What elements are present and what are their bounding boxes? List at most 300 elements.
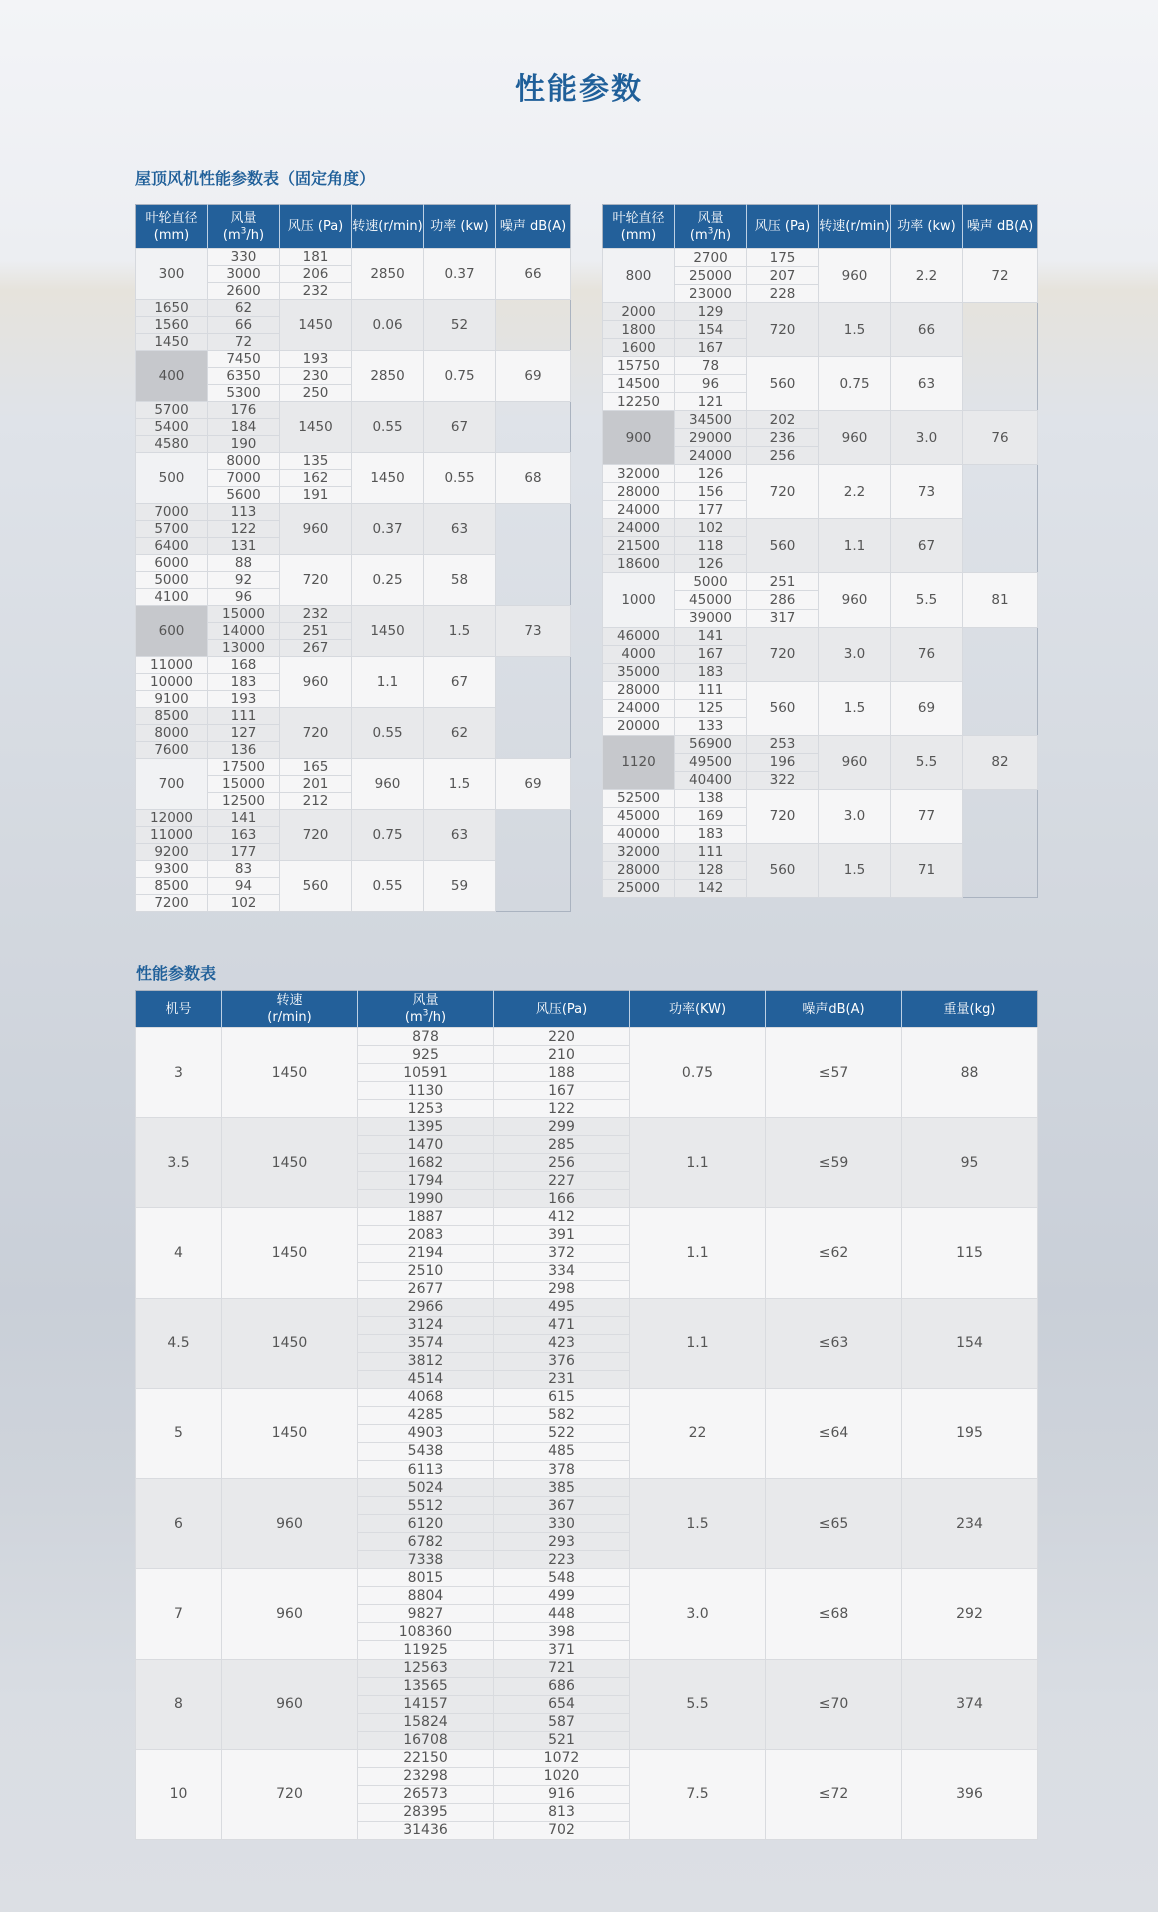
pressure-cell: 175 [747, 249, 819, 267]
flow-cell: 5512 [358, 1497, 494, 1515]
pressure-cell: 285 [494, 1136, 630, 1154]
pressure-cell: 167 [494, 1082, 630, 1100]
pressure-cell: 522 [494, 1424, 630, 1442]
flow-cell: 5000 [675, 573, 747, 591]
table-row [136, 1749, 1038, 1767]
flow-cell: 39000 [675, 609, 747, 627]
speed-cell: 720 [222, 1749, 358, 1839]
flow-cell: 5000 [136, 572, 208, 589]
power-cell: 0.55 [352, 861, 424, 912]
speed-group [136, 810, 571, 861]
flow-cell: 34500 [675, 411, 747, 429]
pressure-cell: 227 [494, 1172, 630, 1190]
speed-cell: 720 [747, 627, 819, 681]
pressure-cell: 141 [675, 627, 747, 645]
flow-cell: 1470 [358, 1136, 494, 1154]
pressure-cell: 167 [675, 339, 747, 357]
pressure-cell: 293 [494, 1533, 630, 1551]
flow-cell: 8804 [358, 1587, 494, 1605]
table-row [603, 627, 1038, 645]
flow-cell: 2700 [675, 249, 747, 267]
power-cell: 0.75 [424, 351, 496, 402]
flow-cell: 7600 [136, 742, 208, 759]
table3-title: 性能参数表 [136, 964, 217, 983]
pressure-cell: 92 [208, 572, 280, 589]
model-cell: 4 [136, 1208, 222, 1298]
flow-cell: 52500 [603, 789, 675, 807]
flow-cell: 26573 [358, 1785, 494, 1803]
pressure-cell: 228 [747, 285, 819, 303]
pressure-cell: 334 [494, 1262, 630, 1280]
speed-group [603, 843, 1038, 897]
flow-cell: 25000 [675, 267, 747, 285]
flow-cell: 12250 [603, 393, 675, 411]
header-speed: 转速(r/min) [819, 205, 891, 249]
speed-cell: 1450 [352, 606, 424, 657]
flow-cell: 4068 [358, 1388, 494, 1406]
table-row [136, 1388, 1038, 1406]
noise-cell: 63 [891, 357, 963, 411]
noise-cell: 69 [891, 681, 963, 735]
weight-cell: 292 [902, 1569, 1038, 1659]
pressure-cell: 66 [208, 317, 280, 334]
pressure-cell: 167 [675, 645, 747, 663]
pressure-cell: 587 [494, 1713, 630, 1731]
speed-cell: 560 [747, 681, 819, 735]
model-group [136, 1659, 1038, 1749]
flow-cell: 10000 [136, 674, 208, 691]
flow-cell: 6000 [136, 555, 208, 572]
table-row [603, 573, 1038, 591]
power-cell: 1.5 [819, 843, 891, 897]
pressure-cell: 131 [208, 538, 280, 555]
flow-cell: 1887 [358, 1208, 494, 1226]
table-row [136, 606, 571, 623]
flow-cell: 28395 [358, 1803, 494, 1821]
pressure-cell: 378 [494, 1461, 630, 1479]
noise-cell: 52 [424, 300, 496, 351]
speed-cell: 960 [280, 504, 352, 555]
speed-cell: 960 [222, 1569, 358, 1659]
header-power: 功率(KW) [630, 991, 766, 1028]
flow-cell: 56900 [675, 735, 747, 753]
speed-cell: 2850 [352, 351, 424, 402]
table-row [136, 555, 571, 572]
pressure-cell: 113 [208, 504, 280, 521]
flow-cell: 5400 [136, 419, 208, 436]
speed-group [603, 465, 1038, 519]
pressure-cell: 499 [494, 1587, 630, 1605]
pressure-cell: 102 [208, 895, 280, 912]
flow-cell: 5438 [358, 1442, 494, 1460]
diameter-cell: 300 [136, 249, 208, 300]
flow-cell: 3000 [208, 266, 280, 283]
flow-cell: 5024 [358, 1479, 494, 1497]
pressure-cell: 372 [494, 1244, 630, 1262]
pressure-cell: 96 [675, 375, 747, 393]
flow-cell: 12500 [208, 793, 280, 810]
speed-cell: 1450 [222, 1388, 358, 1478]
flow-cell: 8000 [208, 453, 280, 470]
pressure-cell: 471 [494, 1316, 630, 1334]
header-pressure: 风压 (Pa) [747, 205, 819, 249]
flow-cell: 12000 [136, 810, 208, 827]
model-group [136, 1749, 1038, 1839]
speed-cell: 1450 [222, 1028, 358, 1118]
noise-cell: ≤68 [766, 1569, 902, 1659]
header-pressure: 风压 (Pa) [280, 205, 352, 249]
flow-cell: 10591 [358, 1064, 494, 1082]
flow-cell: 9200 [136, 844, 208, 861]
pressure-cell: 330 [494, 1515, 630, 1533]
speed-group [136, 861, 571, 912]
flow-cell: 15824 [358, 1713, 494, 1731]
flow-cell: 1560 [136, 317, 208, 334]
pressure-cell: 177 [208, 844, 280, 861]
flow-cell: 15000 [208, 606, 280, 623]
flow-cell: 11000 [136, 657, 208, 674]
noise-cell: 77 [891, 789, 963, 843]
power-cell: 0.75 [352, 810, 424, 861]
pressure-cell: 251 [280, 623, 352, 640]
pressure-cell: 256 [494, 1154, 630, 1172]
flow-cell: 31436 [358, 1821, 494, 1839]
table-row [136, 1118, 1038, 1136]
table-row [603, 843, 1038, 861]
flow-cell: 24000 [603, 699, 675, 717]
pressure-cell: 188 [494, 1064, 630, 1082]
flow-cell: 4903 [358, 1424, 494, 1442]
flow-cell: 8500 [136, 878, 208, 895]
pressure-cell: 212 [280, 793, 352, 810]
pressure-cell: 166 [494, 1190, 630, 1208]
pressure-cell: 163 [208, 827, 280, 844]
table-row [603, 465, 1038, 483]
flow-cell: 2194 [358, 1244, 494, 1262]
header-flow: 风量 $(m^3/h)$ [208, 205, 280, 249]
power-cell: 1.1 [819, 519, 891, 573]
table-row [603, 519, 1038, 537]
diameter-cell: 800 [603, 249, 675, 303]
speed-group [603, 357, 1038, 411]
pressure-cell: 133 [675, 717, 747, 735]
speed-group [136, 657, 571, 708]
flow-cell: 878 [358, 1028, 494, 1046]
header-noise: 噪声 dB(A) [496, 205, 571, 249]
flow-cell: 5700 [136, 402, 208, 419]
speed-group [136, 402, 571, 453]
flow-cell: 11925 [358, 1641, 494, 1659]
noise-cell: 67 [424, 657, 496, 708]
power-cell: 0.06 [352, 300, 424, 351]
pressure-cell: 207 [747, 267, 819, 285]
power-cell: 0.37 [352, 504, 424, 555]
diameter-cell: 1000 [603, 573, 675, 627]
noise-cell: 69 [496, 759, 571, 810]
pressure-cell: 615 [494, 1388, 630, 1406]
pressure-cell: 111 [675, 681, 747, 699]
pressure-cell: 398 [494, 1623, 630, 1641]
flow-cell: 1130 [358, 1082, 494, 1100]
model-group [136, 1298, 1038, 1388]
pressure-cell: 232 [280, 283, 352, 300]
pressure-cell: 191 [280, 487, 352, 504]
pressure-cell: 72 [208, 334, 280, 351]
flow-cell: 2966 [358, 1298, 494, 1316]
model-cell: 10 [136, 1749, 222, 1839]
speed-cell: 960 [222, 1479, 358, 1569]
model-group [136, 1479, 1038, 1569]
noise-cell: 81 [963, 573, 1038, 627]
flow-cell: 9300 [136, 861, 208, 878]
pressure-cell: 122 [208, 521, 280, 538]
noise-cell: 69 [496, 351, 571, 402]
power-cell: 2.2 [819, 465, 891, 519]
flow-cell: 15750 [603, 357, 675, 375]
flow-cell: 1253 [358, 1100, 494, 1118]
model-cell: 3 [136, 1028, 222, 1118]
speed-cell: 560 [747, 843, 819, 897]
power-cell: 0.75 [819, 357, 891, 411]
table-row [136, 351, 571, 368]
speed-cell: 1450 [280, 300, 352, 351]
pressure-cell: 231 [494, 1370, 630, 1388]
pressure-cell: 156 [675, 483, 747, 501]
table-row [136, 249, 571, 266]
page-title: 性能参数 [515, 72, 643, 107]
flow-cell: 925 [358, 1046, 494, 1064]
speed-cell: 1450 [280, 402, 352, 453]
flow-cell: 1600 [603, 339, 675, 357]
power-cell: 5.5 [891, 573, 963, 627]
speed-group [603, 411, 1038, 465]
flow-cell: 8500 [136, 708, 208, 725]
flow-cell: 1450 [136, 334, 208, 351]
pressure-cell: 183 [675, 663, 747, 681]
model-group [136, 1569, 1038, 1659]
flow-cell: 6400 [136, 538, 208, 555]
flow-cell: 29000 [675, 429, 747, 447]
pressure-cell: 223 [494, 1551, 630, 1569]
table1-title: 屋顶风机性能参数表（固定角度） [135, 169, 376, 188]
power-cell: 1.5 [424, 759, 496, 810]
noise-cell: ≤63 [766, 1298, 902, 1388]
noise-cell: 63 [424, 504, 496, 555]
speed-group [603, 573, 1038, 627]
flow-cell: 14500 [603, 375, 675, 393]
pressure-cell: 256 [747, 447, 819, 465]
noise-cell: 72 [963, 249, 1038, 303]
power-cell: 7.5 [630, 1749, 766, 1839]
header-diameter: 叶轮直径 (mm) [603, 205, 675, 249]
header-noise: 噪声 dB(A) [963, 205, 1038, 249]
table-row [136, 1659, 1038, 1677]
power-cell: 1.5 [819, 681, 891, 735]
noise-cell: ≤65 [766, 1479, 902, 1569]
weight-cell: 195 [902, 1388, 1038, 1478]
pressure-cell: 96 [208, 589, 280, 606]
noise-cell: ≤64 [766, 1388, 902, 1478]
pressure-cell: 1020 [494, 1767, 630, 1785]
speed-cell: 720 [747, 465, 819, 519]
diameter-cell: 1120 [603, 735, 675, 789]
flow-cell: 15000 [208, 776, 280, 793]
pressure-cell: 391 [494, 1226, 630, 1244]
speed-group [603, 627, 1038, 681]
pressure-cell: 83 [208, 861, 280, 878]
flow-cell: 2677 [358, 1280, 494, 1298]
flow-cell: 28000 [603, 861, 675, 879]
diameter-cell: 500 [136, 453, 208, 504]
flow-cell: 45000 [675, 591, 747, 609]
flow-cell: 35000 [603, 663, 675, 681]
power-cell: 1.1 [630, 1208, 766, 1298]
pressure-cell: 125 [675, 699, 747, 717]
pressure-cell: 495 [494, 1298, 630, 1316]
header-speed: 转速(r/min) [352, 205, 424, 249]
pressure-cell: 376 [494, 1352, 630, 1370]
noise-cell: ≤62 [766, 1208, 902, 1298]
flow-cell: 20000 [603, 717, 675, 735]
table-row [136, 1028, 1038, 1046]
flow-cell: 18600 [603, 555, 675, 573]
noise-cell: ≤57 [766, 1028, 902, 1118]
diameter-cell: 600 [136, 606, 208, 657]
pressure-cell: 322 [747, 771, 819, 789]
flow-cell: 24000 [675, 447, 747, 465]
speed-group [603, 519, 1038, 573]
power-cell: 2.2 [891, 249, 963, 303]
table-row [136, 1208, 1038, 1226]
pressure-cell: 181 [280, 249, 352, 266]
speed-cell: 560 [280, 861, 352, 912]
flow-cell: 8015 [358, 1569, 494, 1587]
flow-cell: 23000 [675, 285, 747, 303]
speed-cell: 560 [747, 519, 819, 573]
pressure-cell: 102 [675, 519, 747, 537]
power-cell: 1.5 [819, 303, 891, 357]
power-cell: 5.5 [630, 1659, 766, 1749]
pressure-cell: 210 [494, 1046, 630, 1064]
pressure-cell: 299 [494, 1118, 630, 1136]
flow-cell: 49500 [675, 753, 747, 771]
diameter-cell: 900 [603, 411, 675, 465]
model-group [136, 1118, 1038, 1208]
table-row [136, 504, 571, 521]
weight-cell: 95 [902, 1118, 1038, 1208]
pressure-cell: 250 [280, 385, 352, 402]
pressure-cell: 177 [675, 501, 747, 519]
flow-cell: 28000 [603, 483, 675, 501]
flow-cell: 3124 [358, 1316, 494, 1334]
speed-cell: 1450 [222, 1208, 358, 1298]
pressure-cell: 385 [494, 1479, 630, 1497]
pressure-cell: 142 [675, 879, 747, 897]
power-cell: 0.37 [424, 249, 496, 300]
table-row [603, 411, 1038, 429]
pressure-cell: 94 [208, 878, 280, 895]
flow-cell: 6782 [358, 1533, 494, 1551]
model-group [136, 1388, 1038, 1478]
table-row [136, 708, 571, 725]
pressure-cell: 196 [747, 753, 819, 771]
pressure-cell: 183 [675, 825, 747, 843]
speed-cell: 2850 [352, 249, 424, 300]
table-row [603, 681, 1038, 699]
pressure-cell: 367 [494, 1497, 630, 1515]
power-cell: 3.0 [819, 627, 891, 681]
pressure-cell: 118 [675, 537, 747, 555]
speed-group [603, 303, 1038, 357]
flow-cell: 2510 [358, 1262, 494, 1280]
speed-group [603, 789, 1038, 843]
power-cell: 3.0 [891, 411, 963, 465]
pressure-cell: 1072 [494, 1749, 630, 1767]
weight-cell: 396 [902, 1749, 1038, 1839]
flow-cell: 8000 [136, 725, 208, 742]
speed-cell: 720 [280, 708, 352, 759]
flow-cell: 46000 [603, 627, 675, 645]
pressure-cell: 236 [747, 429, 819, 447]
speed-cell: 720 [280, 555, 352, 606]
noise-cell: 67 [891, 519, 963, 573]
pressure-cell: 423 [494, 1334, 630, 1352]
model-group [136, 1208, 1038, 1298]
header-pressure: 风压(Pa) [494, 991, 630, 1028]
model-cell: 8 [136, 1659, 222, 1749]
header-speed: 转速 (r/min) [222, 991, 358, 1028]
power-cell: 0.25 [352, 555, 424, 606]
flow-cell: 4285 [358, 1406, 494, 1424]
speed-cell: 720 [280, 810, 352, 861]
power-cell: 0.75 [630, 1028, 766, 1118]
pressure-cell: 298 [494, 1280, 630, 1298]
flow-cell: 4100 [136, 589, 208, 606]
noise-cell: 73 [496, 606, 571, 657]
speed-group [136, 504, 571, 555]
table-row [136, 402, 571, 419]
pressure-cell: 521 [494, 1731, 630, 1749]
noise-cell: 58 [424, 555, 496, 606]
pressure-cell: 121 [675, 393, 747, 411]
noise-cell: 76 [891, 627, 963, 681]
header-diameter: 叶轮直径 (mm) [136, 205, 208, 249]
noise-cell: 76 [963, 411, 1038, 465]
speed-cell: 960 [819, 573, 891, 627]
flow-cell: 32000 [603, 465, 675, 483]
header-model: 机号 [136, 991, 222, 1028]
pressure-cell: 122 [494, 1100, 630, 1118]
pressure-cell: 721 [494, 1659, 630, 1677]
speed-cell: 720 [747, 789, 819, 843]
flow-cell: 5700 [136, 521, 208, 538]
speed-cell: 960 [819, 411, 891, 465]
header-noise: 噪声dB(A) [766, 991, 902, 1028]
pressure-cell: 62 [208, 300, 280, 317]
pressure-cell: 317 [747, 609, 819, 627]
power-cell: 22 [630, 1388, 766, 1478]
table-row [136, 657, 571, 674]
pressure-cell: 286 [747, 591, 819, 609]
pressure-cell: 78 [675, 357, 747, 375]
power-cell: 3.0 [819, 789, 891, 843]
pressure-cell: 654 [494, 1695, 630, 1713]
pressure-cell: 267 [280, 640, 352, 657]
header-flow: 风量 $(m^3/h)$ [358, 991, 494, 1028]
flow-cell: 9827 [358, 1605, 494, 1623]
speed-cell: 720 [747, 303, 819, 357]
power-cell: 0.55 [352, 708, 424, 759]
